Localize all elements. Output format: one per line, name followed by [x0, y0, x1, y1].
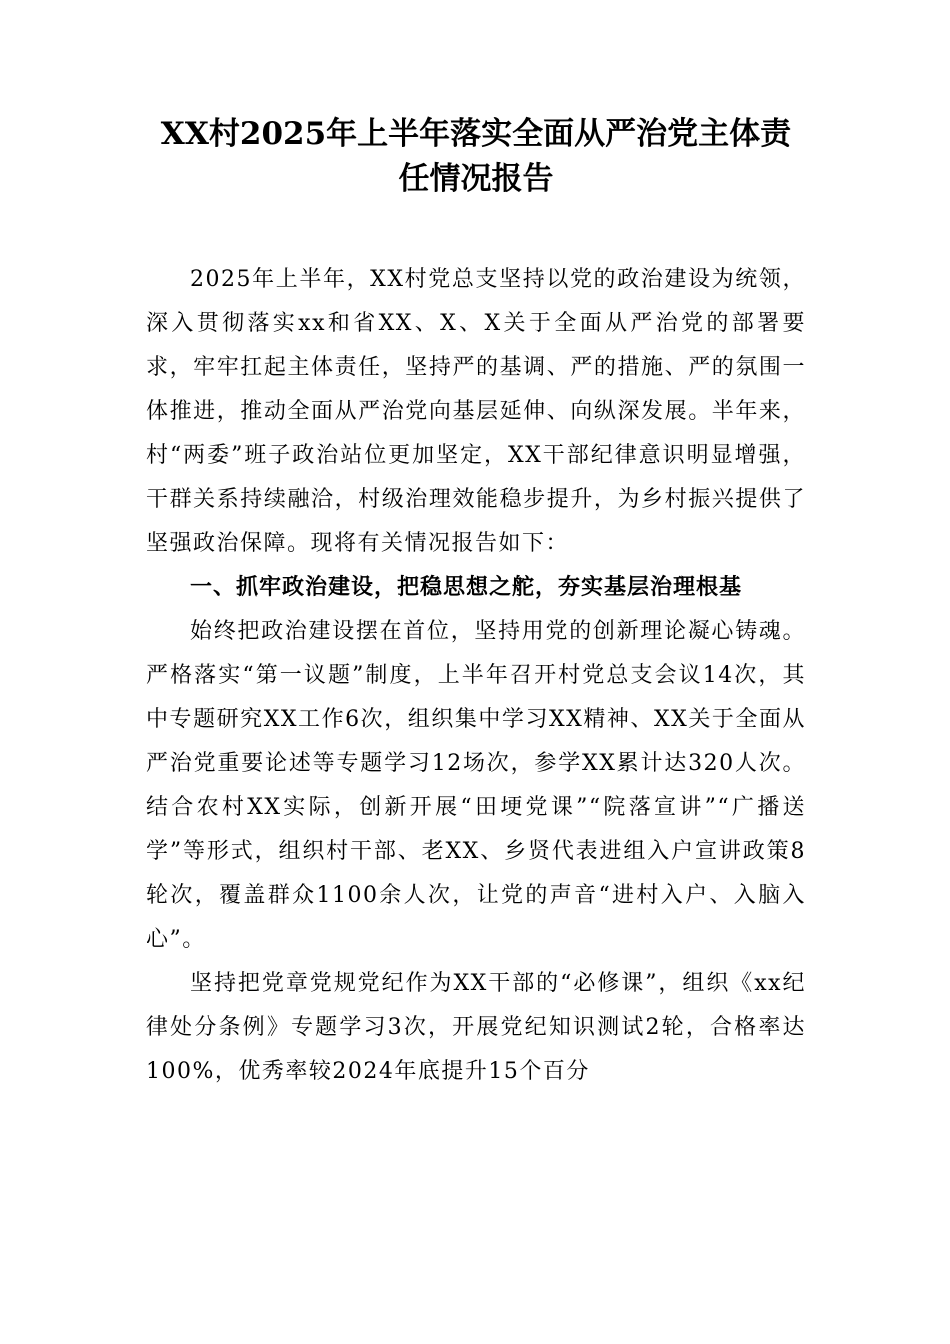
body-paragraph: 始终把政治建设摆在首位，坚持用党的创新理论凝心铸魂。严格落实“第一议题”制度，上半年召开村党总支会议14次，其中专题研究XX工作6次，组织集中学习XX精神、XX关于全面从严治党重要论述等专题学习12场次，参学XX累计达320人次。结合农村XX实际，创新开展“田埂党课”“院落宣讲”“广播送学”等形式，组织村干部、老XX、乡贤代表进组入户宣讲政策8轮次，覆盖群众1100余人次，让党的声音“进村入户、入脑入心”。: [146, 619, 806, 952]
section-heading-1: 一、抓牢政治建设，把稳思想之舵，夯实基层治理根基: [190, 575, 743, 600]
body-paragraph: 坚持把党章党规党纪作为XX干部的“必修课”，组织《xx纪律处分条例》专题学习3次，开展党纪知识测试2轮，合格率达100%，优秀率较2024年底提升15个百分: [146, 971, 806, 1084]
document-title: XX村2025年上半年落实全面从严治党主体责任情况报告: [160, 116, 792, 197]
document-body: [146, 258, 806, 1094]
document-page: [146, 112, 806, 1094]
intro-paragraph: 2025年上半年，XX村党总支坚持以党的政治建设为统领，深入贯彻落实xx和省XX、X、X关于全面从严治党的部署要求，牢牢扛起主体责任，坚持严的基调、严的措施、严的氛围一体推进，推动全面从严治党向基层延伸、向纵深发展。半年来，村“两委”班子政治站位更加坚定，XX干部纪律意识明显增强，干群关系持续融洽，村级治理效能稳步提升，为乡村振兴提供了坚强政治保障。现将有关情况报告如下：: [146, 267, 806, 556]
